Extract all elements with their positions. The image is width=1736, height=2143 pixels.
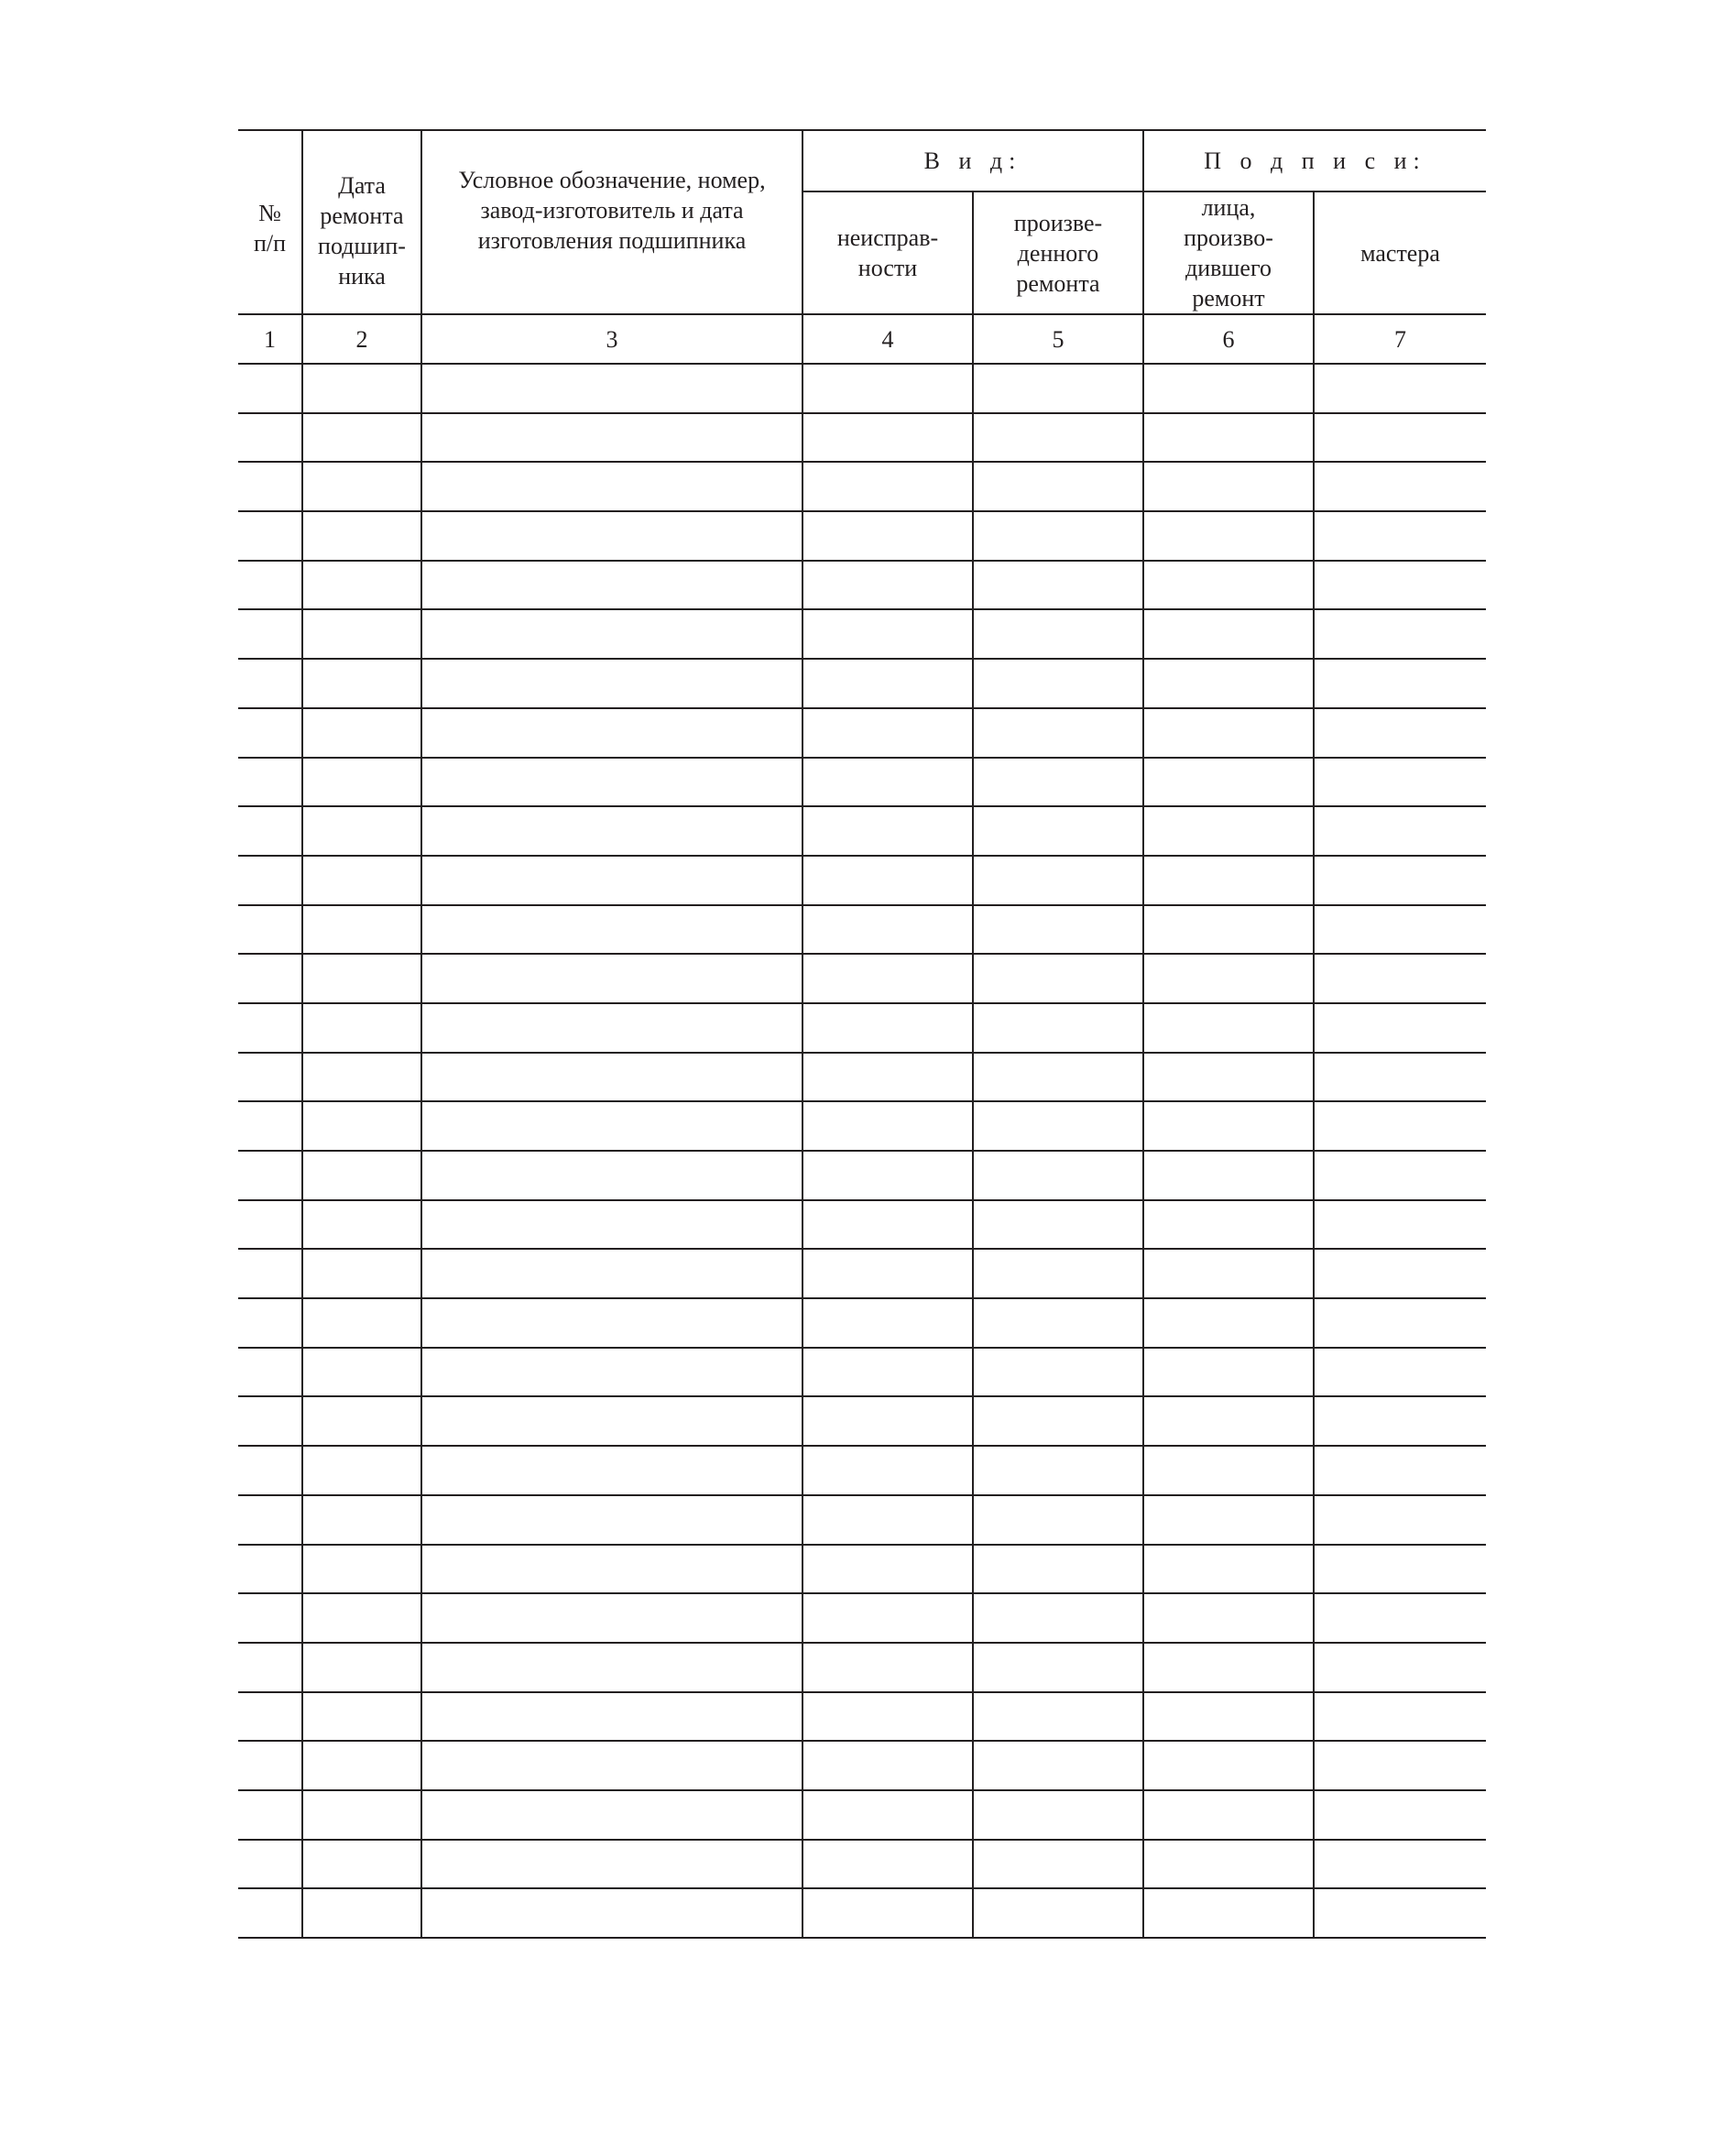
header-group-type (802, 130, 1143, 191)
table-cell[interactable] (302, 905, 421, 955)
table-cell[interactable] (238, 758, 302, 807)
table-cell[interactable] (1314, 1200, 1486, 1250)
table-cell[interactable] (302, 1692, 421, 1742)
table-cell[interactable] (802, 1200, 973, 1250)
table-row (238, 806, 1486, 856)
table-row (238, 1840, 1486, 1889)
table-cell[interactable] (802, 659, 973, 708)
table-cell[interactable] (421, 1101, 802, 1151)
table-cell[interactable] (238, 659, 302, 708)
table-cell[interactable] (973, 758, 1143, 807)
table-cell[interactable] (238, 462, 302, 511)
table-cell[interactable] (802, 1249, 973, 1298)
table-cell[interactable] (1314, 1053, 1486, 1102)
table-cell[interactable] (238, 1053, 302, 1102)
header-bearing-designation-label: Условное обозначение, номер, завод-изготовитель и дата изготовления подшипника (458, 167, 766, 254)
table-cell[interactable] (302, 806, 421, 856)
table-row (238, 1643, 1486, 1692)
header-cell-repair-performed (973, 191, 1143, 314)
table-cell[interactable] (238, 1741, 302, 1790)
table-row (238, 1888, 1486, 1938)
table-cell[interactable] (421, 954, 802, 1003)
table-cell[interactable] (802, 758, 973, 807)
header-repair-performed-label: произве- денного ремонта (1013, 209, 1103, 297)
table-cell[interactable] (302, 1101, 421, 1151)
table-cell[interactable] (238, 905, 302, 955)
table-cell[interactable] (1314, 1888, 1486, 1938)
table-cell[interactable] (1314, 659, 1486, 708)
table-cell[interactable] (1314, 1298, 1486, 1348)
table-row (238, 1101, 1486, 1151)
table-cell[interactable] (973, 1840, 1143, 1889)
table-cell[interactable] (973, 1348, 1143, 1397)
table-cell[interactable] (973, 1396, 1143, 1446)
table-cell[interactable] (802, 1003, 973, 1053)
table-cell[interactable] (1314, 1249, 1486, 1298)
table-cell[interactable] (238, 413, 302, 463)
table-cell[interactable] (1143, 1101, 1314, 1151)
header-number-label: № п/п (253, 199, 287, 257)
table-cell[interactable] (802, 609, 973, 659)
column-number-cell: 4 (802, 314, 973, 364)
table-cell[interactable] (802, 511, 973, 561)
table-cell[interactable] (302, 659, 421, 708)
table-cell[interactable] (302, 1840, 421, 1889)
table-cell[interactable] (1143, 1741, 1314, 1790)
table-cell[interactable] (238, 364, 302, 413)
table-cell[interactable] (1143, 1053, 1314, 1102)
table-cell[interactable] (802, 1298, 973, 1348)
table-cell[interactable] (421, 1348, 802, 1397)
table-cell[interactable] (238, 1545, 302, 1594)
table-cell[interactable] (421, 1888, 802, 1938)
table-cell[interactable] (1143, 1200, 1314, 1250)
table-cell[interactable] (421, 1249, 802, 1298)
table-cell[interactable] (238, 1446, 302, 1495)
table-row (238, 708, 1486, 758)
table-cell[interactable] (238, 511, 302, 561)
header-cell-repair-date (302, 130, 421, 314)
table-cell[interactable] (1314, 1593, 1486, 1643)
table-cell[interactable] (421, 905, 802, 955)
table-cell[interactable] (238, 1888, 302, 1938)
table-cell[interactable] (1143, 1840, 1314, 1889)
table-row (238, 462, 1486, 511)
table-cell[interactable] (421, 609, 802, 659)
table-cell[interactable] (973, 1446, 1143, 1495)
table-cell[interactable] (973, 708, 1143, 758)
table-cell[interactable] (802, 708, 973, 758)
table-cell[interactable] (421, 1151, 802, 1200)
table-cell[interactable] (238, 954, 302, 1003)
table-cell[interactable] (973, 905, 1143, 955)
table-cell[interactable] (802, 364, 973, 413)
table-cell[interactable] (1314, 1003, 1486, 1053)
table-cell[interactable] (802, 1348, 973, 1397)
header-cell-number (238, 130, 302, 314)
table-cell[interactable] (421, 1053, 802, 1102)
table-cell[interactable] (1143, 462, 1314, 511)
table-cell[interactable] (973, 1495, 1143, 1545)
table-row (238, 1003, 1486, 1053)
table-cell[interactable] (973, 561, 1143, 610)
table-cell[interactable] (802, 561, 973, 610)
header-group-signatures-label: П о д п и с и: (1204, 148, 1426, 174)
table-row (238, 1348, 1486, 1397)
table-cell[interactable] (802, 1446, 973, 1495)
table-row (238, 609, 1486, 659)
column-number-cell: 3 (421, 314, 802, 364)
table-cell[interactable] (421, 364, 802, 413)
table-cell[interactable] (302, 1790, 421, 1840)
table-cell[interactable] (238, 1593, 302, 1643)
table-cell[interactable] (1143, 954, 1314, 1003)
table-cell[interactable] (973, 1200, 1143, 1250)
table-cell[interactable] (302, 758, 421, 807)
table-cell[interactable] (421, 1790, 802, 1840)
table-row (238, 1790, 1486, 1840)
table-cell[interactable] (973, 1053, 1143, 1102)
table-cell[interactable] (802, 954, 973, 1003)
table-cell[interactable] (802, 1101, 973, 1151)
table-cell[interactable] (973, 1643, 1143, 1692)
table-cell[interactable] (1143, 561, 1314, 610)
table-cell[interactable] (1143, 1545, 1314, 1594)
table-cell[interactable] (1314, 1643, 1486, 1692)
table-row (238, 1545, 1486, 1594)
table-cell[interactable] (973, 954, 1143, 1003)
table-row (238, 1053, 1486, 1102)
table-cell[interactable] (973, 1593, 1143, 1643)
table-row (238, 1298, 1486, 1348)
table-cell[interactable] (802, 462, 973, 511)
header-cell-bearing-designation (421, 130, 802, 314)
column-number-cell: 5 (973, 314, 1143, 364)
table-row (238, 1151, 1486, 1200)
header-master-signature-label: мастера (1360, 239, 1440, 267)
table-cell[interactable] (1314, 954, 1486, 1003)
table-cell[interactable] (1314, 1446, 1486, 1495)
table-cell[interactable] (973, 1790, 1143, 1840)
table-row (238, 954, 1486, 1003)
table-cell[interactable] (302, 1348, 421, 1397)
table-cell[interactable] (238, 609, 302, 659)
table-row (238, 413, 1486, 463)
table-row (238, 561, 1486, 610)
table-cell[interactable] (302, 511, 421, 561)
table-cell[interactable] (302, 1888, 421, 1938)
table-cell[interactable] (973, 1003, 1143, 1053)
table-cell[interactable] (302, 1249, 421, 1298)
table-cell[interactable] (238, 1396, 302, 1446)
table-cell[interactable] (1314, 364, 1486, 413)
table-cell[interactable] (302, 1053, 421, 1102)
table-row (238, 856, 1486, 905)
table-cell[interactable] (1314, 462, 1486, 511)
table-cell[interactable] (302, 561, 421, 610)
table-cell[interactable] (973, 1101, 1143, 1151)
table-cell[interactable] (421, 1200, 802, 1250)
table-cell[interactable] (302, 954, 421, 1003)
table-cell[interactable] (1314, 1495, 1486, 1545)
table-cell[interactable] (1314, 806, 1486, 856)
table-cell[interactable] (421, 1446, 802, 1495)
table-cell[interactable] (973, 1249, 1143, 1298)
table-cell[interactable] (421, 1396, 802, 1446)
header-cell-repairer-signature (1143, 191, 1314, 314)
table-cell[interactable] (1143, 1249, 1314, 1298)
table-cell[interactable] (421, 856, 802, 905)
table-cell[interactable] (238, 1692, 302, 1742)
table-cell[interactable] (1143, 1692, 1314, 1742)
table-cell[interactable] (1314, 1741, 1486, 1790)
table-cell[interactable] (238, 1348, 302, 1397)
table-cell[interactable] (302, 1643, 421, 1692)
column-number-cell: 2 (302, 314, 421, 364)
table-cell[interactable] (1314, 1545, 1486, 1594)
table-cell[interactable] (1143, 708, 1314, 758)
table-cell[interactable] (1314, 1348, 1486, 1397)
table-cell[interactable] (1314, 609, 1486, 659)
table-row (238, 364, 1486, 413)
table-cell[interactable] (302, 1741, 421, 1790)
table-cell[interactable] (238, 1200, 302, 1250)
table-cell[interactable] (802, 1790, 973, 1840)
table-cell[interactable] (802, 1888, 973, 1938)
table-cell[interactable] (1314, 561, 1486, 610)
table-cell[interactable] (1314, 1790, 1486, 1840)
table-row (238, 511, 1486, 561)
header-cell-malfunction (802, 191, 973, 314)
table-cell[interactable] (421, 1298, 802, 1348)
table-cell[interactable] (973, 1151, 1143, 1200)
table-cell[interactable] (802, 905, 973, 955)
table-cell[interactable] (238, 856, 302, 905)
table-cell[interactable] (1143, 1790, 1314, 1840)
table-cell[interactable] (302, 856, 421, 905)
table-cell[interactable] (302, 1545, 421, 1594)
table-cell[interactable] (421, 758, 802, 807)
table-cell[interactable] (973, 1692, 1143, 1742)
table-cell[interactable] (238, 1151, 302, 1200)
table-cell[interactable] (302, 609, 421, 659)
table-row (238, 1446, 1486, 1495)
table-cell[interactable] (1143, 1396, 1314, 1446)
table-row (238, 1741, 1486, 1790)
table-cell[interactable] (1314, 708, 1486, 758)
table-cell[interactable] (302, 1200, 421, 1250)
header-repair-date-label: Дата ремонта подшип- ника (318, 171, 406, 290)
table-cell[interactable] (421, 1643, 802, 1692)
table-cell[interactable] (973, 806, 1143, 856)
table-cell[interactable] (302, 1446, 421, 1495)
table-cell[interactable] (1143, 364, 1314, 413)
column-number-cell: 7 (1314, 314, 1486, 364)
table-row (238, 1495, 1486, 1545)
table-cell[interactable] (302, 462, 421, 511)
table-cell[interactable] (802, 1840, 973, 1889)
table-cell[interactable] (238, 561, 302, 610)
table-cell[interactable] (1143, 1003, 1314, 1053)
table-cell[interactable] (302, 1396, 421, 1446)
header-cell-master-signature (1314, 191, 1486, 314)
table-cell[interactable] (1143, 1495, 1314, 1545)
table-row (238, 1396, 1486, 1446)
header-repairer-signature-label: лица, произво- дившего ремонт (1184, 194, 1273, 312)
table-cell[interactable] (973, 1298, 1143, 1348)
header-row-top (238, 130, 1486, 191)
table-cell[interactable] (1143, 511, 1314, 561)
table-cell[interactable] (302, 708, 421, 758)
header-group-signatures (1143, 130, 1486, 191)
table-cell[interactable] (238, 1790, 302, 1840)
table-cell[interactable] (802, 856, 973, 905)
table-cell[interactable] (1314, 758, 1486, 807)
table-row (238, 1200, 1486, 1250)
table-cell[interactable] (973, 1545, 1143, 1594)
table-cell[interactable] (421, 1840, 802, 1889)
table-cell[interactable] (1143, 413, 1314, 463)
table-cell[interactable] (1314, 511, 1486, 561)
table-cell[interactable] (421, 462, 802, 511)
table-cell[interactable] (1143, 1348, 1314, 1397)
table-cell[interactable] (1314, 1692, 1486, 1742)
table-cell[interactable] (973, 856, 1143, 905)
table-cell[interactable] (238, 806, 302, 856)
table-cell[interactable] (1143, 1593, 1314, 1643)
header-group-type-label: В и д: (923, 148, 1022, 174)
table-row (238, 1593, 1486, 1643)
table-cell[interactable] (1314, 905, 1486, 955)
table-cell[interactable] (238, 1249, 302, 1298)
table-cell[interactable] (302, 1298, 421, 1348)
table-cell[interactable] (973, 364, 1143, 413)
table-cell[interactable] (1143, 659, 1314, 708)
table-cell[interactable] (1143, 856, 1314, 905)
table-cell[interactable] (238, 1643, 302, 1692)
table-cell[interactable] (421, 561, 802, 610)
table-cell[interactable] (1143, 905, 1314, 955)
table-cell[interactable] (973, 609, 1143, 659)
table-cell[interactable] (802, 1643, 973, 1692)
table-cell[interactable] (802, 413, 973, 463)
table-cell[interactable] (1143, 1298, 1314, 1348)
table-cell[interactable] (302, 1593, 421, 1643)
table-cell[interactable] (1314, 1396, 1486, 1446)
table-cell[interactable] (1143, 1446, 1314, 1495)
table-cell[interactable] (421, 1741, 802, 1790)
table-cell[interactable] (973, 413, 1143, 463)
table-cell[interactable] (1143, 806, 1314, 856)
table-cell[interactable] (973, 659, 1143, 708)
table-cell[interactable] (1143, 1888, 1314, 1938)
table-cell[interactable] (238, 1298, 302, 1348)
table-cell[interactable] (238, 1101, 302, 1151)
column-number-cell: 1 (238, 314, 302, 364)
table-cell[interactable] (421, 659, 802, 708)
table-cell[interactable] (802, 1151, 973, 1200)
table-row (238, 1249, 1486, 1298)
table-cell[interactable] (302, 1495, 421, 1545)
table-cell[interactable] (421, 1545, 802, 1594)
table-cell[interactable] (421, 708, 802, 758)
table-cell[interactable] (421, 1593, 802, 1643)
table-cell[interactable] (302, 1151, 421, 1200)
table-row (238, 659, 1486, 708)
table-row (238, 1692, 1486, 1742)
table-cell[interactable] (1314, 856, 1486, 905)
table-cell[interactable] (1314, 413, 1486, 463)
table-cell[interactable] (421, 413, 802, 463)
table-cell[interactable] (421, 511, 802, 561)
table-cell[interactable] (1314, 1101, 1486, 1151)
table-cell[interactable] (238, 1840, 302, 1889)
table-cell[interactable] (973, 511, 1143, 561)
table-cell[interactable] (302, 1003, 421, 1053)
table-cell[interactable] (238, 1495, 302, 1545)
table-cell[interactable] (1143, 1151, 1314, 1200)
column-number-cell: 6 (1143, 314, 1314, 364)
table-row (238, 758, 1486, 807)
table-cell[interactable] (802, 1593, 973, 1643)
table-cell[interactable] (802, 1741, 973, 1790)
table-cell[interactable] (302, 364, 421, 413)
table-cell[interactable] (802, 1396, 973, 1446)
table-cell[interactable] (1314, 1840, 1486, 1889)
table-cell[interactable] (421, 1003, 802, 1053)
table-cell[interactable] (1143, 1643, 1314, 1692)
table-cell[interactable] (1314, 1151, 1486, 1200)
table-cell[interactable] (421, 1495, 802, 1545)
table-row (238, 905, 1486, 955)
table-cell[interactable] (421, 1692, 802, 1742)
table-cell[interactable] (802, 1692, 973, 1742)
table-cell[interactable] (302, 413, 421, 463)
table-cell[interactable] (238, 1003, 302, 1053)
table-cell[interactable] (238, 708, 302, 758)
header-malfunction-label: неисправ- ности (836, 224, 939, 281)
table-cell[interactable] (1143, 609, 1314, 659)
table-cell[interactable] (973, 1888, 1143, 1938)
repair-log-table (238, 129, 1486, 1939)
table-cell[interactable] (802, 1495, 973, 1545)
table-cell[interactable] (421, 806, 802, 856)
table-cell[interactable] (802, 1545, 973, 1594)
table-cell[interactable] (973, 1741, 1143, 1790)
table-cell[interactable] (802, 806, 973, 856)
table-cell[interactable] (1143, 758, 1314, 807)
table-cell[interactable] (973, 462, 1143, 511)
column-number-row (238, 314, 1486, 364)
table-cell[interactable] (802, 1053, 973, 1102)
